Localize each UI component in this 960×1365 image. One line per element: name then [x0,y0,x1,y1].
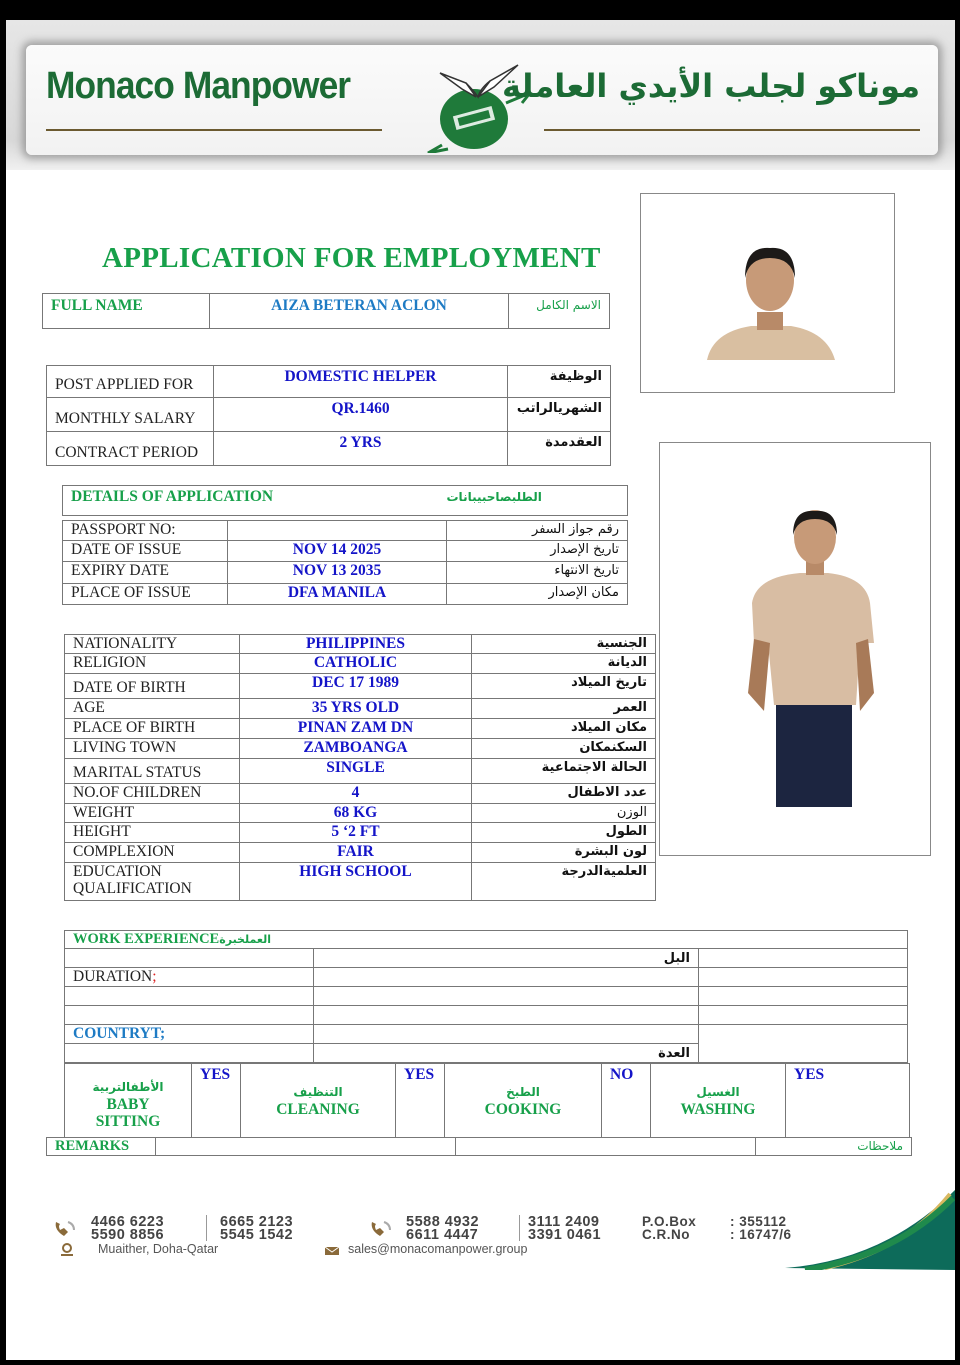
duration-punct: ; [152,968,157,985]
remarks-table [46,1137,912,1156]
full-name-value: AIZA BETERAN ACLON [210,294,509,329]
date-of-issue-label-ar: تاريخ الإصدار [447,541,628,562]
email-icon [324,1244,340,1256]
cr-label: C.R.No [642,1227,690,1242]
dob-label: DATE OF BIRTH [65,674,240,699]
po-box-label: P.O.Box [642,1214,697,1229]
skill-cleaning-ar: التنظيف [293,1084,343,1099]
full-body-image-icon [660,443,930,855]
remarks-cell [456,1138,756,1156]
marital-status-value: SINGLE [240,759,472,784]
dob-value: DEC 17 1989 [240,674,472,699]
height-label-ar: الطول [472,823,656,843]
header-banner [6,20,955,170]
expiry-date-label: EXPIRY DATE [63,562,228,584]
skill-washing-label: WASHING [680,1100,756,1118]
full-name-label: FULL NAME [43,294,210,329]
place-of-issue-label-ar: مكان الإصدار [447,584,628,605]
work-experience-heading-text: WORK EXPERIENCE [73,931,220,947]
children-value: 4 [240,784,472,804]
phone-icon [52,1218,80,1240]
post-label: POST APPLIED FOR [47,366,214,398]
full-name-label-ar: الاسم الكامل [509,294,610,329]
duration-label [65,968,314,987]
skill-cleaning-value: YES [396,1064,445,1138]
skills-table [64,1063,910,1138]
skill-baby-sitting-label: BABY SITTING [95,1096,161,1130]
full-body-photo [659,442,931,856]
education-label: EDUCATION QUALIFICATION [65,863,240,901]
marital-status-label-ar: الحالة الاجتماعية [472,759,656,784]
nationality-label-ar: الجنسية [472,635,656,654]
place-of-birth-label: PLACE OF BIRTH [65,719,240,739]
post-value: DOMESTIC HELPER [214,366,508,398]
height-label: HEIGHT [65,823,240,843]
place-of-issue-label: PLACE OF ISSUE [63,584,228,605]
place-of-issue-value: DFA MANILA [228,584,447,605]
divider-line-left [46,129,382,131]
skill-baby-sitting-ar: الأطفالتربية [92,1080,164,1094]
skill-cooking-ar: الطبخ [506,1084,540,1099]
phone-separator [519,1215,520,1241]
contract-label-ar: العقدمدة [508,432,611,466]
skill-baby-sitting [65,1064,192,1138]
nationality-label: NATIONALITY [65,635,240,654]
company-name-arabic: موناكو لجلب الأيدي العاملة [502,67,920,105]
living-town-value: ZAMBOANGA [240,739,472,759]
phone-5: 5588 4932 [406,1214,480,1230]
children-label-ar: عدد الاطفال [472,784,656,804]
portrait-photo [640,193,895,393]
skill-cooking [445,1064,602,1138]
page-title: APPLICATION FOR EMPLOYMENT [102,242,601,274]
work-cell [699,987,908,1006]
complexion-label-ar: لون البشرة [472,843,656,863]
remarks-cell [156,1138,456,1156]
work-cell [699,1025,908,1063]
work-cell [65,1044,314,1063]
skill-baby-sitting-value: YES [192,1064,241,1138]
skill-washing-ar: الغسيل [696,1084,740,1099]
skill-cooking-label: COOKING [484,1100,562,1118]
weight-label-ar: الوزن [472,804,656,823]
education-label-ar: العلميةالدرجة [472,863,656,901]
email[interactable]: sales@monacomanpower.group [348,1242,528,1256]
location-pin-icon [60,1243,74,1257]
work-cell [65,949,314,968]
religion-label-ar: الديانة [472,654,656,674]
marital-status-label: MARITAL STATUS [65,759,240,784]
full-name-table [42,293,610,329]
portrait-image-icon [641,194,894,392]
expiry-date-value: NOV 13 2035 [228,562,447,584]
complexion-value: FAIR [240,843,472,863]
details-heading-table [62,485,628,516]
date-of-issue-value: NOV 14 2025 [228,541,447,562]
skill-cleaning [241,1064,396,1138]
date-of-issue-label: DATE OF ISSUE [63,541,228,562]
po-box-value: : 355112 [730,1214,787,1229]
salary-value: QR.1460 [214,398,508,432]
work-cell [65,987,314,1006]
phone-3: 5590 8856 [91,1227,165,1243]
remarks-label-ar: ملاحظات [756,1138,912,1156]
religion-label: RELIGION [65,654,240,674]
remarks-label: REMARKS [47,1138,156,1156]
company-name-english: Monaco Manpower [46,65,351,107]
skill-cleaning-label: CLEANING [276,1100,360,1118]
skill-washing [651,1064,786,1138]
country-label: COUNTRYT; [65,1025,314,1044]
address: Muaither, Doha-Qatar [98,1242,219,1256]
details-heading [63,486,628,516]
skill-cooking-value: NO [602,1064,651,1138]
personal-details-table [64,634,656,901]
phone-icon [368,1218,396,1240]
place-of-birth-value: PINAN ZAM DN [240,719,472,739]
duration-label-ar: العدة [314,1044,699,1063]
footer-swoosh-decoration [785,1190,955,1270]
education-value: HIGH SCHOOL [240,863,472,901]
children-label: NO.OF CHILDREN [65,784,240,804]
work-cell [699,1006,908,1025]
work-cell [314,1006,699,1025]
work-cell [314,987,699,1006]
age-label: AGE [65,699,240,719]
work-cell [314,1025,699,1044]
phone-7: 6611 4447 [406,1227,479,1243]
duration-label-text: DURATION [73,968,153,985]
phone-6: 3111 2409 [528,1214,600,1230]
work-cell [699,949,908,968]
passport-table [62,520,628,605]
weight-label: WEIGHT [65,804,240,823]
work-cell [699,968,908,987]
living-town-label: LIVING TOWN [65,739,240,759]
expiry-date-label-ar: تاريخ الانتهاء [447,562,628,584]
living-town-label-ar: السكنمكان [472,739,656,759]
application-page [6,20,955,1360]
country-label-ar: البل [314,949,699,968]
footer-contact [46,1200,955,1270]
height-value: 5 ‘2 FT [240,823,472,843]
age-value: 35 YRS OLD [240,699,472,719]
salary-label-ar: الشهريالراتب [508,398,611,432]
salary-label: MONTHLY SALARY [47,398,214,432]
work-experience-heading [65,931,908,949]
skill-washing-value: YES [786,1064,910,1138]
contract-label: CONTRACT PERIOD [47,432,214,466]
passport-no-value [228,521,447,541]
place-of-birth-label-ar: مكان الميلاد [472,719,656,739]
phone-separator [206,1215,207,1241]
complexion-label: COMPLEXION [65,843,240,863]
phone-1: 4466 6223 [91,1214,165,1230]
divider-line-right [544,129,920,131]
letterhead [26,45,938,155]
work-experience-heading-ar: العملخبرة [219,933,271,946]
job-table [46,365,611,466]
dob-label-ar: تاريخ الميلاد [472,674,656,699]
post-label-ar: الوظيفة [508,366,611,398]
work-cell [314,968,699,987]
phone-4: 5545 1542 [220,1227,294,1243]
passport-no-label: PASSPORT NO: [63,521,228,541]
work-cell [65,1006,314,1025]
phone-8: 3391 0461 [528,1227,602,1243]
passport-no-label-ar: رقم جواز السفر [447,521,628,541]
nationality-value: PHILIPPINES [240,635,472,654]
details-heading-ar: الطلبصاحبيبانات [446,489,542,504]
weight-value: 68 KG [240,804,472,823]
religion-value: CATHOLIC [240,654,472,674]
age-label-ar: العمر [472,699,656,719]
phone-2: 6665 2123 [220,1214,294,1230]
details-heading-text: DETAILS OF APPLICATION [71,488,274,505]
contract-value: 2 YRS [214,432,508,466]
work-experience-table [64,930,908,1063]
cr-value: : 16747/6 [730,1227,792,1242]
